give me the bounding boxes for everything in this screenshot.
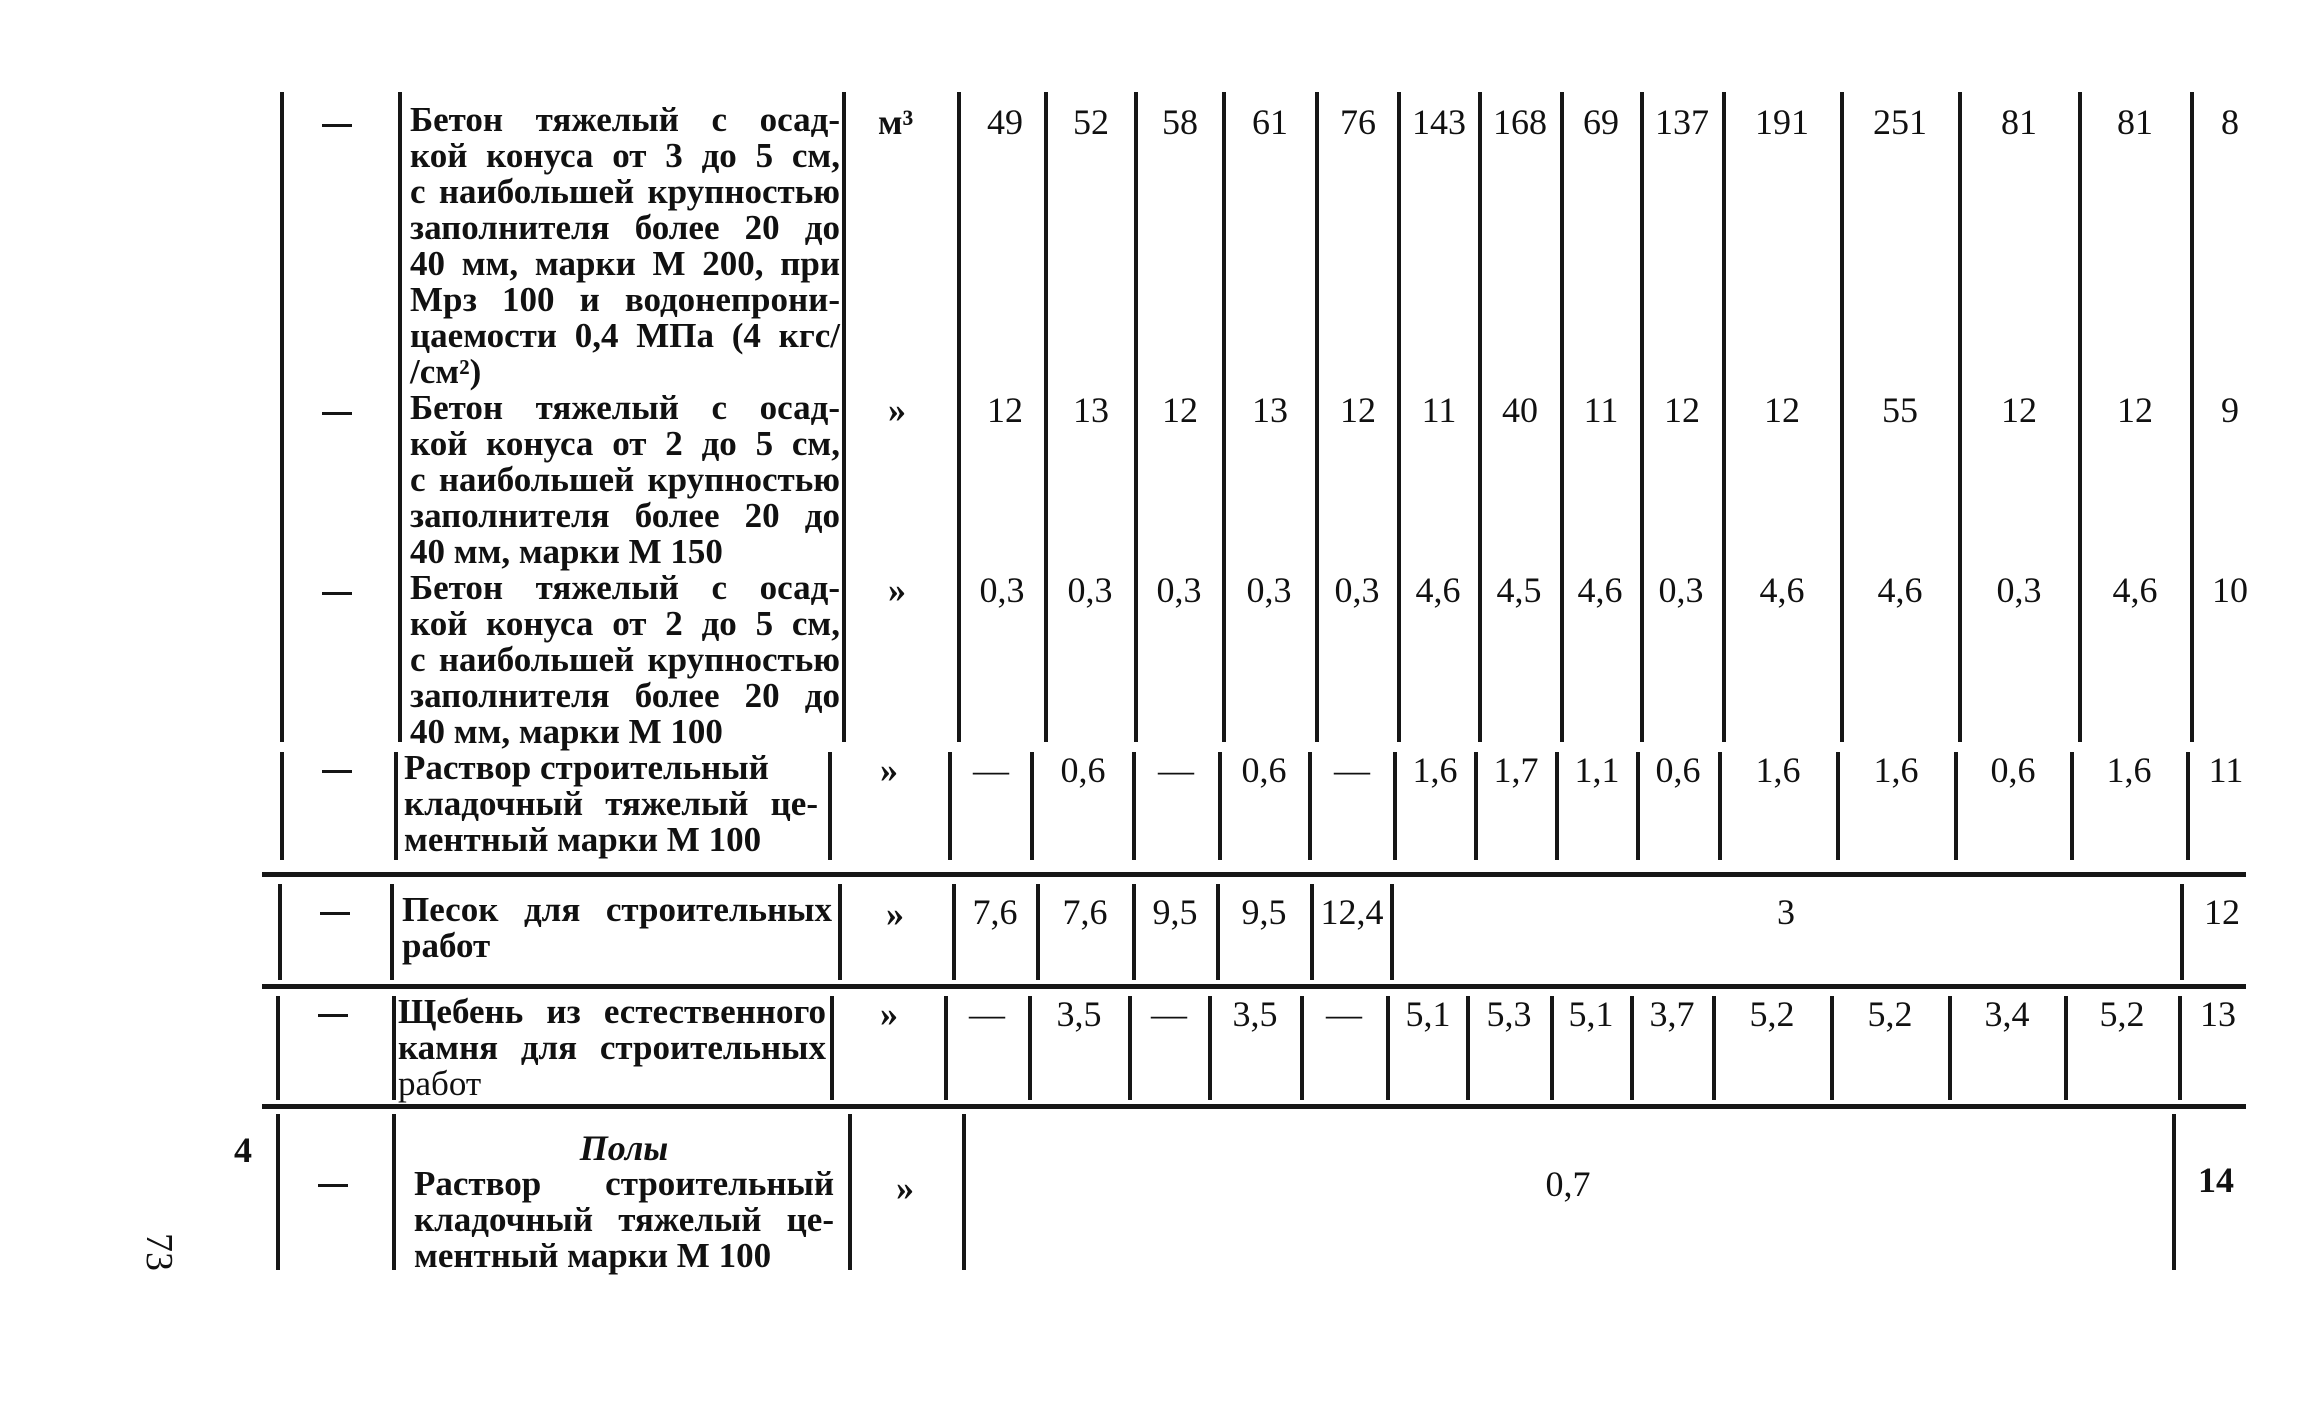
- value-cell: 58: [1162, 102, 1198, 142]
- value-cell: 0,6: [1990, 750, 2036, 790]
- value-cell: 0,3: [1334, 570, 1380, 610]
- value-cell: 12,4: [1320, 892, 1384, 932]
- value-cell: 52: [1073, 102, 1109, 142]
- value-cell: 5,1: [1568, 994, 1614, 1034]
- value-cell: 12: [1764, 390, 1800, 430]
- value-cell: 0,3: [1996, 570, 2042, 610]
- rule: [1044, 92, 1048, 742]
- value-cell: 13: [1252, 390, 1288, 430]
- row-separator: [262, 984, 2246, 989]
- value-cell: 0,6: [1655, 750, 1701, 790]
- value-cell: 137: [1655, 102, 1709, 142]
- unit-cell: »: [880, 750, 898, 790]
- unit-cell: »: [880, 994, 898, 1034]
- value-cell: 7,6: [972, 892, 1018, 932]
- value-cell: 11: [1583, 390, 1619, 430]
- rule: [848, 1114, 852, 1270]
- unit-cell: »: [888, 570, 906, 610]
- rule: [2172, 1114, 2176, 1270]
- merged-value-cell: 0,7: [1545, 1164, 1591, 1204]
- value-cell: 9,5: [1152, 892, 1198, 932]
- value-cell: 1,6: [1412, 750, 1458, 790]
- row-separator: [262, 1104, 2246, 1109]
- value-cell: —: [973, 750, 1009, 790]
- section-code: 4: [234, 1130, 252, 1170]
- rule: [2178, 996, 2182, 1100]
- row-description: Песок для строительных работ: [402, 890, 832, 965]
- value-cell: 61: [1252, 102, 1288, 142]
- row-number: 10: [2212, 570, 2248, 610]
- value-cell: 13: [1073, 390, 1109, 430]
- value-cell: —: [1326, 994, 1362, 1034]
- value-cell: 5,1: [1405, 994, 1451, 1034]
- rule: [280, 92, 284, 742]
- value-cell: 69: [1583, 102, 1619, 142]
- rule: [2186, 752, 2190, 860]
- value-cell: 3,5: [1232, 994, 1278, 1034]
- value-cell: 1,6: [1873, 750, 1919, 790]
- value-cell: 4,6: [1877, 570, 1923, 610]
- value-cell: 5,3: [1486, 994, 1532, 1034]
- dash-mark: [322, 412, 352, 415]
- value-cell: 0,6: [1060, 750, 1106, 790]
- dash-mark: [322, 770, 352, 773]
- row-number: 13: [2200, 994, 2236, 1034]
- rule: [2190, 92, 2194, 742]
- row-number: 11: [2208, 750, 2244, 790]
- merged-value-cell: 3: [1777, 892, 1795, 932]
- value-cell: —: [969, 994, 1005, 1034]
- value-cell: 251: [1873, 102, 1927, 142]
- value-cell: 143: [1412, 102, 1466, 142]
- rule: [392, 996, 396, 1100]
- value-cell: 12: [1664, 390, 1700, 430]
- unit-cell: »: [888, 390, 906, 430]
- row-separator: [262, 872, 2246, 877]
- value-cell: 3,5: [1056, 994, 1102, 1034]
- value-cell: —: [1334, 750, 1370, 790]
- unit-cell: »: [886, 894, 904, 934]
- rule: [392, 1114, 396, 1270]
- value-cell: 5,2: [1867, 994, 1913, 1034]
- value-cell: 4,6: [1415, 570, 1461, 610]
- row-number: 8: [2221, 102, 2239, 142]
- dash-mark: [322, 124, 352, 127]
- page-number: 73: [138, 1233, 180, 1271]
- dash-mark: [318, 1184, 348, 1187]
- rule: [838, 884, 842, 980]
- value-cell: 4,5: [1496, 570, 1542, 610]
- rule: [394, 752, 398, 860]
- dash-mark: [320, 912, 350, 915]
- value-cell: —: [1158, 750, 1194, 790]
- rule: [390, 884, 394, 980]
- value-cell: 1,6: [2106, 750, 2152, 790]
- value-cell: 4,6: [1577, 570, 1623, 610]
- rule: [276, 996, 280, 1100]
- unit-cell: м³: [878, 102, 914, 142]
- value-cell: 49: [987, 102, 1023, 142]
- value-cell: 0,3: [1658, 570, 1704, 610]
- rule: [1030, 752, 1034, 860]
- row-description: Бетон тяжелый с осад- кой конуса от 2 до 5 см, с наибольшей крупностью заполнителя более 20 до 40 мм, марки М 100: [410, 568, 840, 751]
- value-cell: 81: [2117, 102, 2153, 142]
- value-cell: 76: [1340, 102, 1376, 142]
- value-cell: 1,6: [1755, 750, 1801, 790]
- rule: [280, 752, 284, 860]
- value-cell: 4,6: [2112, 570, 2158, 610]
- value-cell: 168: [1493, 102, 1547, 142]
- value-cell: 3,4: [1984, 994, 2030, 1034]
- rule: [1315, 92, 1319, 742]
- value-cell: 0,3: [979, 570, 1025, 610]
- row-description: Бетон тяжелый с осад- кой конуса от 2 до 5 см, с наибольшей крупностью заполнителя более 20 до 40 мм, марки М 150: [410, 388, 840, 571]
- value-cell: 40: [1502, 390, 1538, 430]
- value-cell: 1,7: [1493, 750, 1539, 790]
- row-description: Раствор строительный кладочный тяжелый це- ментный марки М 100: [414, 1164, 834, 1275]
- value-cell: 1,1: [1574, 750, 1620, 790]
- value-cell: 0,6: [1241, 750, 1287, 790]
- value-cell: 12: [1340, 390, 1376, 430]
- value-cell: 12: [2001, 390, 2037, 430]
- row-description: Бетон тяжелый с осад- кой конуса от 3 до 5 см, с наибольшей крупностью заполнителя более 20 до 40 мм, марки М 200, при Мрз 100 и водонепрони- цаемости 0,4 МПа (4 кгс/ /см²): [410, 100, 840, 391]
- rule: [842, 92, 846, 742]
- rule: [1222, 92, 1226, 742]
- value-cell: 55: [1882, 390, 1918, 430]
- row-number: 9: [2221, 390, 2239, 430]
- rule: [398, 92, 402, 742]
- row-number: 12: [2204, 892, 2240, 932]
- rule: [957, 92, 961, 742]
- value-cell: 0,3: [1067, 570, 1113, 610]
- rule: [830, 996, 834, 1100]
- section-title: Полы: [579, 1128, 669, 1168]
- dash-mark: [322, 592, 352, 595]
- value-cell: 5,2: [2099, 994, 2145, 1034]
- rule: [1134, 92, 1138, 742]
- row-description: Щебень из естественного камня для строительных работ: [398, 992, 826, 1103]
- rule: [2180, 884, 2184, 980]
- value-cell: 12: [1162, 390, 1198, 430]
- unit-cell: »: [896, 1168, 914, 1208]
- row-number: 14: [2198, 1160, 2234, 1200]
- value-cell: 12: [987, 390, 1023, 430]
- value-cell: 0,3: [1246, 570, 1292, 610]
- rule: [828, 752, 832, 860]
- value-cell: 0,3: [1156, 570, 1202, 610]
- value-cell: 12: [2117, 390, 2153, 430]
- rule: [278, 884, 282, 980]
- dash-mark: [318, 1014, 348, 1017]
- value-cell: 5,2: [1749, 994, 1795, 1034]
- value-cell: 11: [1421, 390, 1457, 430]
- value-cell: 9,5: [1241, 892, 1287, 932]
- row-description: Раствор строительный кладочный тяжелый це- ментный марки М 100: [404, 748, 818, 859]
- rule: [948, 752, 952, 860]
- value-cell: 7,6: [1062, 892, 1108, 932]
- value-cell: 81: [2001, 102, 2037, 142]
- value-cell: —: [1151, 994, 1187, 1034]
- value-cell: 191: [1755, 102, 1809, 142]
- value-cell: 4,6: [1759, 570, 1805, 610]
- value-cell: 3,7: [1649, 994, 1695, 1034]
- rule: [276, 1114, 280, 1270]
